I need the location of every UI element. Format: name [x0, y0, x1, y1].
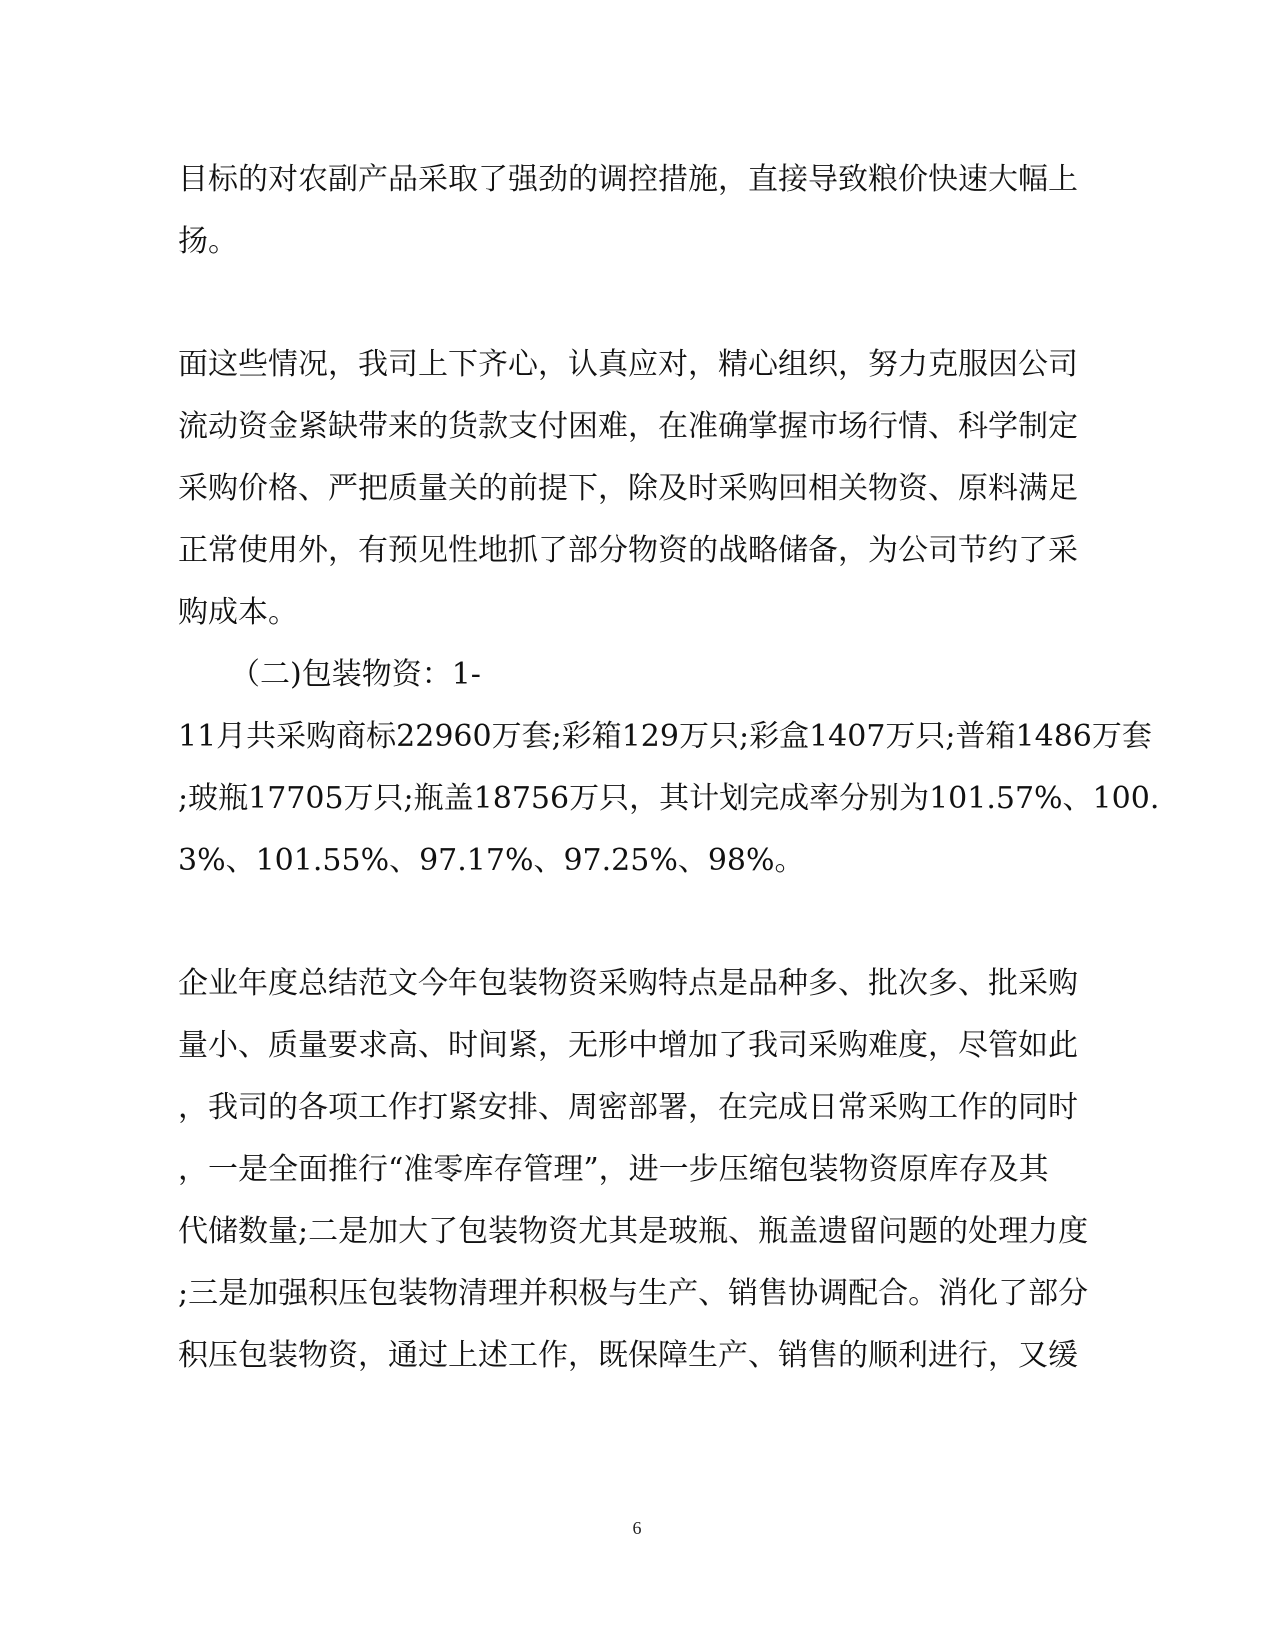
text-line: 扬。	[178, 224, 238, 259]
text-line: 量小、质量要求高、时间紧，无形中增加了我司采购难度，尽管如此	[178, 1028, 1078, 1063]
text-line: 代储数量;二是加大了包装物资尤其是玻瓶、瓶盖遗留问题的处理力度	[178, 1214, 1089, 1249]
text-line: 购成本。	[178, 595, 298, 630]
text-line: 企业年度总结范文今年包装物资采购特点是品种多、批次多、批采购	[178, 966, 1078, 1001]
page-number: 6	[632, 1518, 642, 1538]
text-line: 面这些情况，我司上下齐心，认真应对，精心组织，努力克服因公司	[178, 347, 1078, 382]
text-line: ;玻瓶17705万只;瓶盖18756万只，其计划完成率分别为101.57%、100.	[178, 781, 1160, 816]
text-line: ，我司的各项工作打紧安排、周密部署，在完成日常采购工作的同时	[178, 1090, 1078, 1125]
text-line: 11月共采购商标22960万套;彩箱129万只;彩盒1407万只;普箱1486万套	[178, 719, 1152, 754]
section-heading: （二)包装物资：1-	[230, 657, 481, 692]
text-line: 流动资金紧缺带来的货款支付困难，在准确掌握市场行情、科学制定	[178, 409, 1078, 444]
text-line: ;三是加强积压包装物清理并积极与生产、销售协调配合。消化了部分	[178, 1276, 1089, 1311]
text-line: 目标的对农副产品采取了强劲的调控措施，直接导致粮价快速大幅上	[178, 162, 1078, 197]
text-line: 正常使用外，有预见性地抓了部分物资的战略储备，为公司节约了采	[178, 533, 1078, 568]
text-line: ，一是全面推行“准零库存管理”，进一步压缩包装物资原库存及其	[178, 1152, 1049, 1187]
text-line: 采购价格、严把质量关的前提下，除及时采购回相关物资、原料满足	[178, 471, 1078, 506]
text-line: 积压包装物资，通过上述工作，既保障生产、销售的顺利进行，又缓	[178, 1338, 1078, 1373]
text-line: 3%、101.55%、97.17%、97.25%、98%。	[178, 843, 805, 878]
